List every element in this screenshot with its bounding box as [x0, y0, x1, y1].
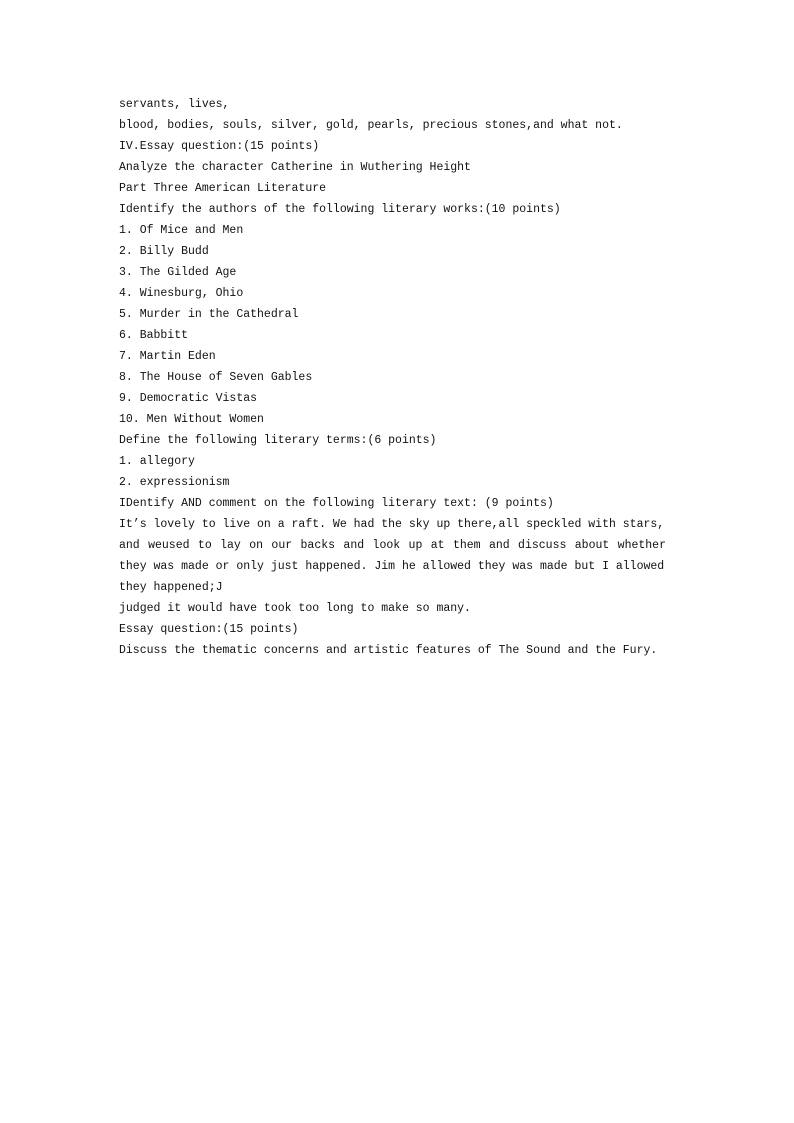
section-heading: IV.Essay question:(15 points) [119, 140, 320, 153]
question-prompt: IDentify AND comment on the following literary text: (9 points) [119, 497, 554, 510]
list-item: 5. Murder in the Cathedral [119, 308, 299, 321]
text-line: blood, bodies, souls, silver, gold, pearls, precious stones,and what not. [119, 119, 623, 132]
section-heading: Part Three American Literature [119, 182, 327, 195]
list-item: 6. Babbitt [119, 329, 189, 342]
question-prompt: Define the following literary terms:(6 points) [119, 434, 437, 447]
quote-text: and weused to lay on our backs and look up at them and discuss about whether [119, 539, 666, 552]
list-item: 1. allegory [119, 455, 195, 468]
question-prompt: Identify the authors of the following literary works:(10 points) [119, 203, 561, 216]
list-item: 7. Martin Eden [119, 350, 216, 363]
list-item: 3. The Gilded Age [119, 266, 237, 279]
quote-text: judged it would have took too long to make so many. [119, 602, 471, 615]
text-line: servants, lives, [119, 98, 230, 111]
quote-text: they happened;J [119, 581, 223, 594]
quote-text: It’s lovely to live on a raft. We had the sky up there,all speckled with stars, [119, 518, 665, 531]
text-line: Discuss the thematic concerns and artistic features of The Sound and the Fury. [119, 644, 658, 657]
list-item: 9. Democratic Vistas [119, 392, 258, 405]
list-item: 4. Winesburg, Ohio [119, 287, 244, 300]
list-item: 2. expressionism [119, 476, 230, 489]
list-item: 10. Men Without Women [119, 413, 264, 426]
list-item: 2. Billy Budd [119, 245, 209, 258]
question-prompt: Essay question:(15 points) [119, 623, 299, 636]
list-item: 1. Of Mice and Men [119, 224, 244, 237]
quote-text: they was made or only just happened. Jim he allowed they was made but I allowed [119, 560, 665, 573]
text-line: Analyze the character Catherine in Wuthering Height [119, 161, 471, 174]
list-item: 8. The House of Seven Gables [119, 371, 313, 384]
